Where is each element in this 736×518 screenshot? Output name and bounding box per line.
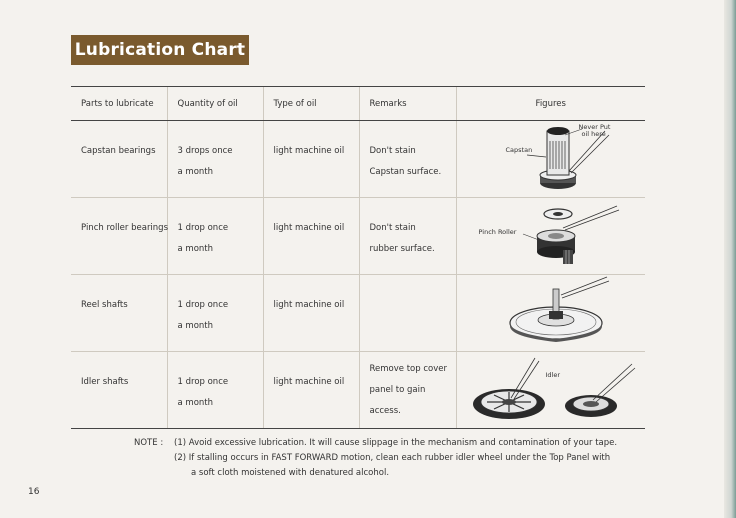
oil-type: light machine oil — [273, 146, 345, 156]
header-quantity: Quantity of oil — [167, 87, 263, 121]
header-figures: Figures — [456, 87, 645, 121]
quantity-cell — [167, 275, 263, 352]
remark-line: access. — [369, 406, 401, 416]
note-item — [174, 451, 610, 466]
part-name: Idler shafts — [81, 377, 129, 387]
figure-label: Never Put — [578, 123, 611, 131]
quantity-cell — [167, 352, 263, 429]
figure-label: oil here — [581, 130, 606, 138]
oil-type: light machine oil — [273, 377, 345, 387]
note-number: (1) — [174, 438, 187, 448]
figure-cell — [456, 198, 645, 275]
part-cell — [71, 121, 167, 198]
remark-line: rubber surface. — [369, 244, 435, 254]
type-cell — [263, 275, 359, 352]
page-edge — [724, 0, 736, 518]
remark-line: Remove top cover — [369, 364, 447, 374]
quantity-line: a month — [177, 321, 213, 331]
remarks-cell — [359, 275, 456, 352]
remarks-cell — [359, 352, 456, 429]
capstan-figure — [457, 121, 646, 197]
note-label: NOTE : — [134, 438, 164, 448]
quantity-line: a month — [177, 244, 213, 254]
type-cell — [263, 198, 359, 275]
part-cell — [71, 275, 167, 352]
quantity-cell — [167, 198, 263, 275]
part-cell — [71, 352, 167, 429]
note-text-continued: a soft cloth moistened with denatured alcohol. — [191, 468, 390, 478]
table-row — [71, 198, 645, 275]
page-title: Lubrication Chart — [71, 35, 249, 65]
note-text: Avoid excessive lubrication. It will cause slippage in the mechanism and contamination of your tape. — [188, 438, 618, 448]
table-row — [71, 275, 645, 352]
remark-line: Don't stain — [369, 146, 416, 156]
oil-type: light machine oil — [273, 300, 345, 310]
pinch-roller-figure — [457, 198, 646, 274]
remarks-cell — [359, 198, 456, 275]
quantity-line: a month — [177, 398, 213, 408]
remark-line: Don't stain — [369, 223, 416, 233]
remarks-cell — [359, 121, 456, 198]
header-parts: Parts to lubricate — [71, 87, 167, 121]
quantity-line: a month — [177, 167, 213, 177]
table-row — [71, 352, 645, 429]
figure-label: Idler — [545, 371, 561, 379]
quantity-line: 1 drop once — [177, 300, 229, 310]
note-number: (2) — [174, 453, 187, 463]
part-name: Pinch roller bearings — [81, 223, 169, 233]
quantity-cell — [167, 121, 263, 198]
note-text: If stalling occurs in FAST FORWARD motion, clean each rubber idler wheel under the Top Panel with — [188, 453, 611, 463]
part-cell — [71, 198, 167, 275]
page-number: 16 — [28, 487, 40, 497]
oil-type: light machine oil — [273, 223, 345, 233]
table-header-row — [71, 87, 645, 121]
quantity-line: 1 drop once — [177, 377, 229, 387]
table-row — [71, 121, 645, 198]
remark-line: Capstan surface. — [369, 167, 442, 177]
reel-shaft-figure — [457, 275, 646, 351]
idler-figure — [457, 352, 646, 428]
part-name: Capstan bearings — [81, 146, 156, 156]
type-cell — [263, 121, 359, 198]
figure-cell — [456, 275, 645, 352]
header-type: Type of oil — [263, 87, 359, 121]
figure-cell — [456, 352, 645, 429]
part-name: Reel shafts — [81, 300, 128, 310]
quantity-line: 3 drops once — [177, 146, 233, 156]
figure-label: Capstan — [505, 146, 533, 154]
quantity-line: 1 drop once — [177, 223, 229, 233]
figure-label: Pinch Roller — [478, 228, 517, 236]
note-item — [174, 436, 617, 451]
figure-cell — [456, 121, 645, 198]
lubrication-table — [71, 86, 645, 429]
type-cell — [263, 352, 359, 429]
header-remarks: Remarks — [359, 87, 456, 121]
remark-line: panel to gain — [369, 385, 426, 395]
